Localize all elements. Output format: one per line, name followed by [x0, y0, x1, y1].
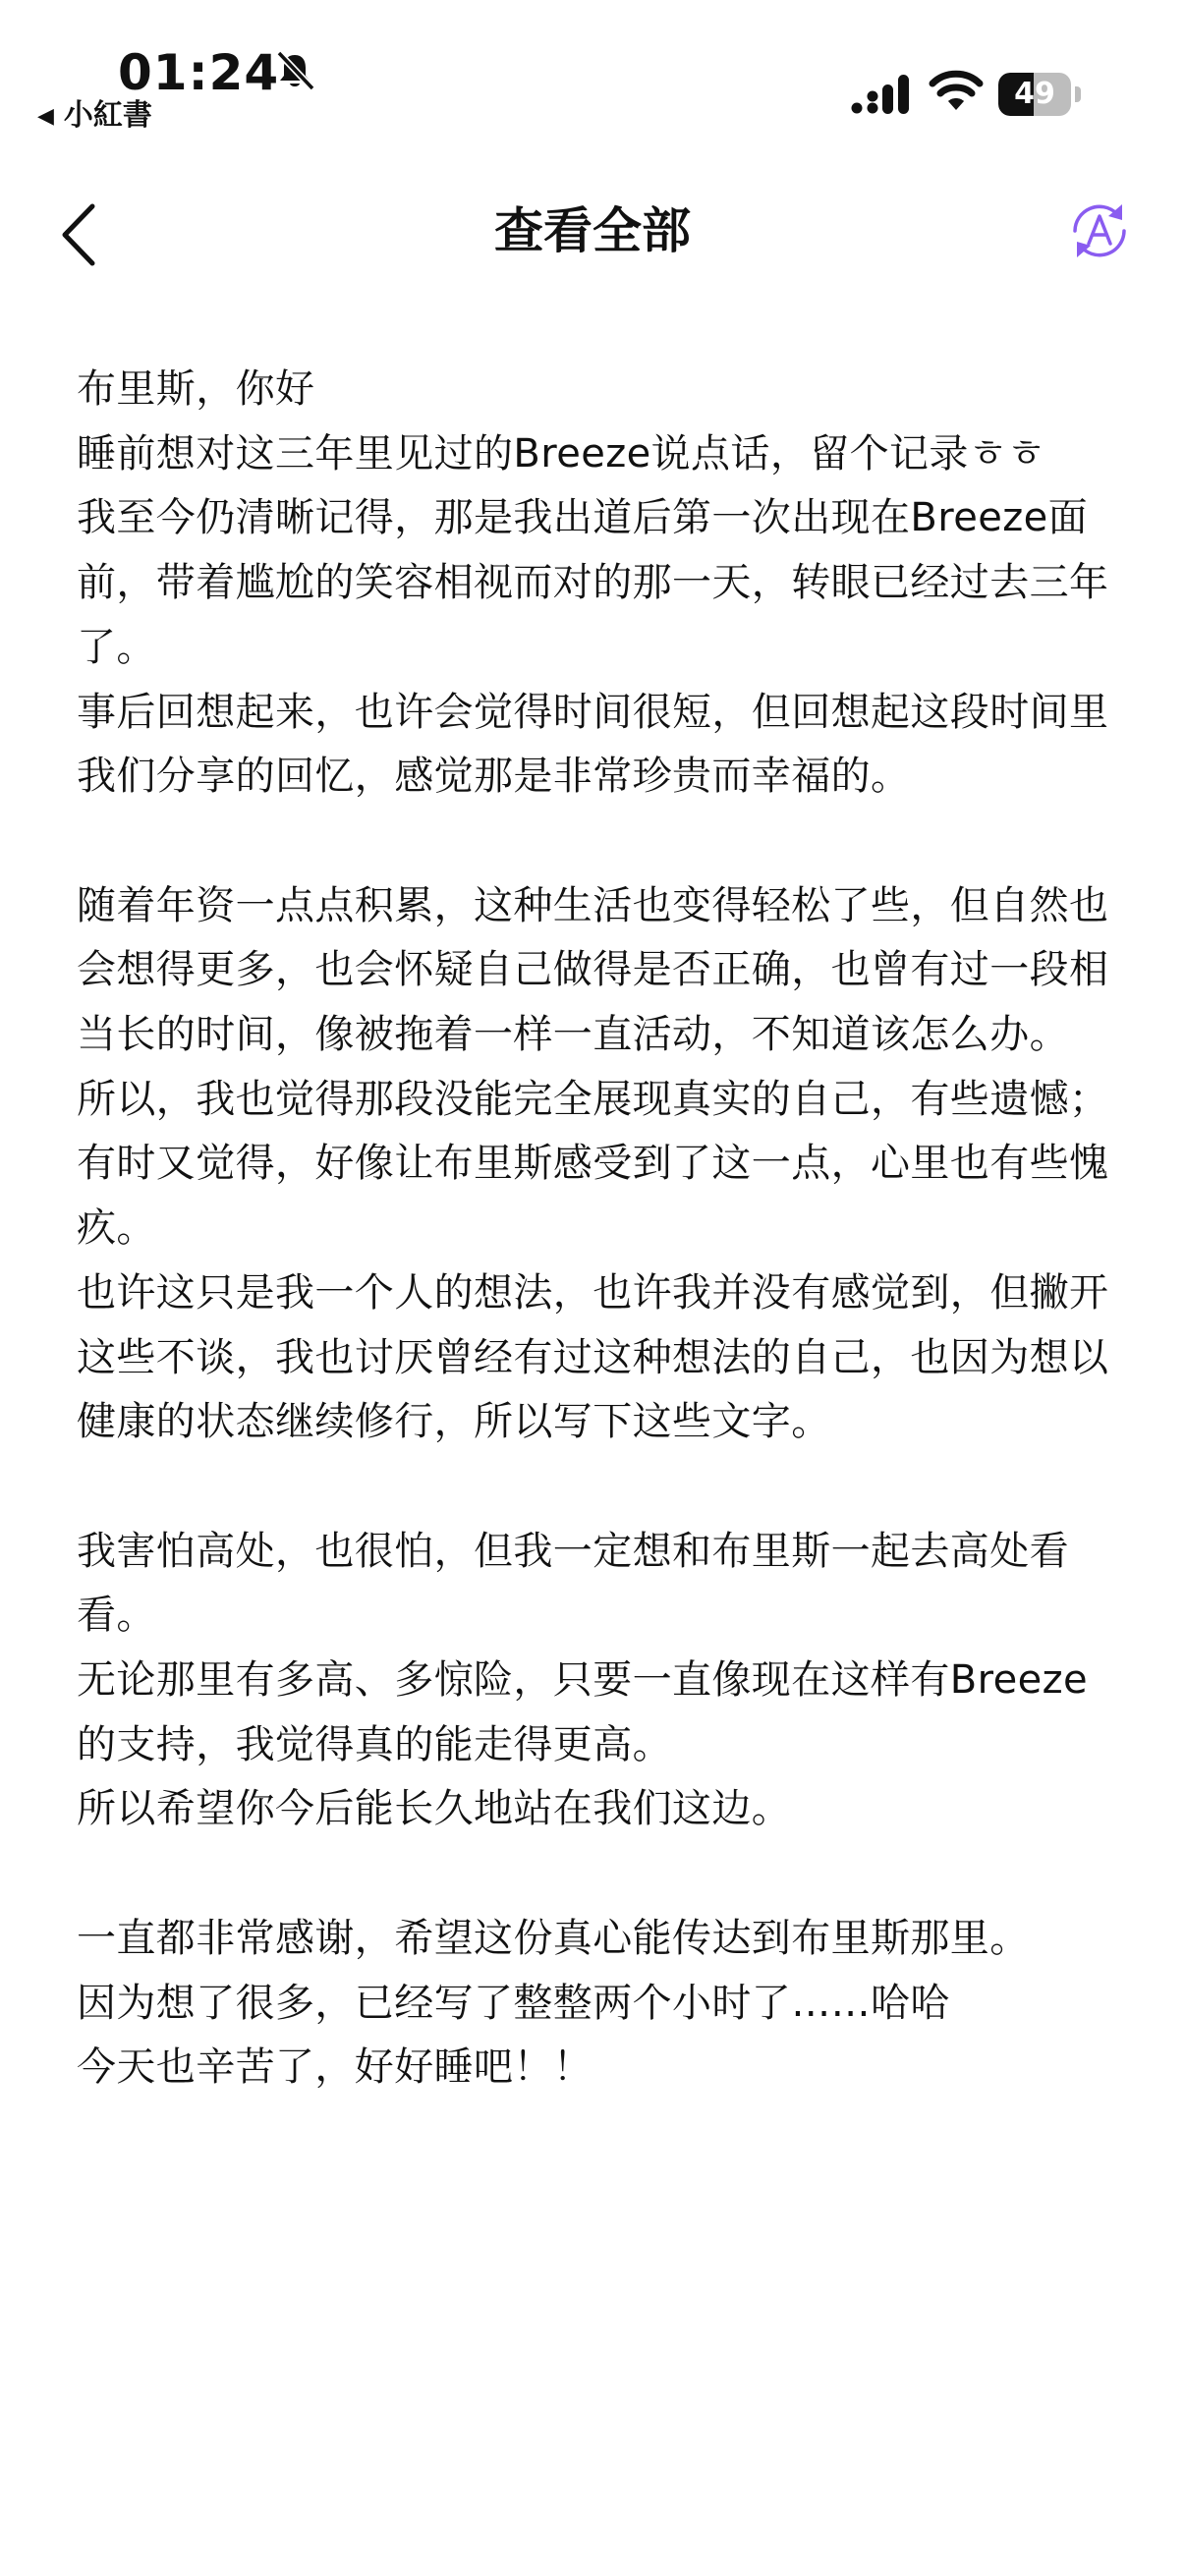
body-paragraph: 我害怕高处，也很怕，但我一定想和布里斯一起去高处看看。 — [77, 1528, 1069, 1639]
status-bar — [0, 0, 1185, 147]
battery-icon — [998, 73, 1081, 116]
battery-cap — [1075, 86, 1081, 102]
paragraph-spacer — [77, 810, 1118, 874]
status-time: 01:24 — [118, 44, 280, 101]
body-paragraph: 睡前想对这三年里见过的Breeze说点话，留个记录ㅎㅎ — [77, 430, 1045, 476]
body-paragraph: 也许这只是我一个人的想法，也许我并没有感觉到，但撇开这些不谈，我也讨厌曾经有过这种想法的自己，也因为想以健康的状态继续修行，所以写下这些文字。 — [77, 1269, 1109, 1445]
body-paragraph: 一直都非常感谢，希望这份真心能传达到布里斯那里。 — [77, 1915, 1030, 1961]
body-paragraph: 所以，我也觉得那段没能完全展现真实的自己，有些遗憾；有时又觉得，好像让布里斯感受到了这一点，心里也有些愧疚。 — [77, 1076, 1109, 1252]
back-triangle-icon: ◀ — [37, 104, 54, 129]
wifi-icon — [928, 65, 985, 114]
post-body — [77, 358, 1118, 2100]
battery-body — [998, 73, 1071, 116]
body-paragraph: 我至今仍清晰记得，那是我出道后第一次出现在Breeze面前，带着尴尬的笑容相视而对的那一天，转眼已经过去三年了。 — [77, 495, 1109, 670]
body-paragraph: 因为想了很多，已经写了整整两个小时了……哈哈 — [77, 1980, 950, 2026]
body-paragraph: 布里斯，你好 — [77, 366, 315, 412]
body-paragraph: 随着年资一点点积累，这种生活也变得轻松了些，但自然也会想得更多，也会怀疑自己做得是否正确，也曾有过一段相当长的时间，像被拖着一样一直活动，不知道该怎么办。 — [77, 882, 1109, 1058]
paragraph-spacer — [77, 1842, 1118, 1907]
back-app-label: 小紅書 — [63, 98, 152, 133]
body-paragraph: 所以希望你今后能长久地站在我们这边。 — [77, 1786, 792, 1832]
back-to-app-link[interactable] — [37, 98, 152, 137]
body-paragraph: 事后回想起来，也许会觉得时间很短，但回想起这段时间里我们分享的回忆，感觉那是非常珍贵而幸福的。 — [77, 689, 1109, 800]
body-paragraph: 无论那里有多高、多惊险，只要一直像现在这样有Breeze的支持，我觉得真的能走得更高。 — [77, 1657, 1089, 1767]
nav-bar — [0, 177, 1185, 285]
signal-icon — [851, 73, 914, 120]
battery-level: 49 — [1014, 77, 1055, 111]
bell-slash-icon — [273, 49, 316, 92]
body-paragraph: 今天也辛苦了，好好睡吧！！ — [77, 2044, 593, 2091]
paragraph-spacer — [77, 1455, 1118, 1520]
page-title: 查看全部 — [494, 202, 691, 259]
translate-icon[interactable] — [1065, 196, 1134, 265]
